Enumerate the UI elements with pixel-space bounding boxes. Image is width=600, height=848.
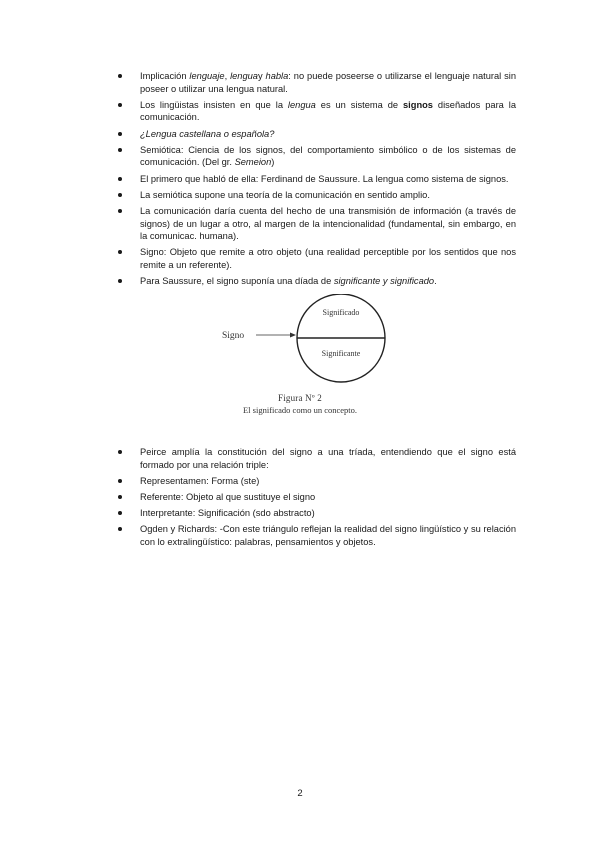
bullet-text: Para Saussure, el signo suponía una díada de (140, 276, 334, 287)
bullet-text: es un sistema de (315, 99, 404, 110)
figure-caption-title: Figura Nº 2 (278, 393, 322, 403)
bullet-text: Los lingüistas insisten en que la (140, 99, 288, 110)
bullet-text: lenguaje (189, 71, 225, 81)
bullet-icon (118, 209, 122, 213)
bullet-text: Ogden y Richards: -Con este triángulo reflejan la realidad del signo lingüístico y su relación con lo extralingüístico: palabras, pensamientos y objetos. (140, 524, 516, 547)
bullet-icon (118, 511, 122, 515)
bullet-icon (118, 250, 122, 254)
bullet-text: Peirce amplía la constitución del signo a una tríada, entendiendo que el signo está formado por una relación triple: (140, 447, 516, 470)
bullet-text: ) (271, 157, 275, 168)
bullet-item-signo (118, 246, 516, 271)
bullet-item-interpretante (118, 507, 516, 520)
bullet-icon (118, 148, 122, 152)
bullet-text: significante y significado (333, 276, 435, 287)
bullet-item-ogden (118, 523, 516, 548)
bullet-list-bottom (118, 446, 516, 552)
bullet-text: La semiótica supone una teoría de la comunicación en sentido amplio. (140, 189, 430, 200)
figure-caption-text: El significado como un concepto. (242, 405, 357, 415)
signo-label: Signo (222, 331, 245, 341)
bullet-text: . (434, 276, 437, 287)
bullet-text: Implicación (140, 71, 190, 81)
bullet-text: Semeion (234, 157, 272, 168)
bullet-item-implicacion (118, 70, 516, 95)
saussure-sign-diagram (220, 294, 390, 384)
bullet-icon (118, 132, 122, 136)
bullet-item-semiotica (118, 144, 516, 169)
bullet-item-peirce (118, 446, 516, 471)
significado-label: Significado (322, 308, 360, 317)
bullet-item-semiotica-supone (118, 189, 516, 202)
bullet-text: Semiótica: Ciencia de los signos, del comportamiento simbólico o de los sistemas de comunicación. (Del gr. (140, 144, 516, 168)
bullet-icon (118, 479, 122, 483)
bullet-text: Representamen: Forma (ste) (140, 475, 260, 486)
bullet-text: ¿Lengua castellana o española? (140, 128, 275, 139)
bullet-icon (118, 193, 122, 197)
bullet-text: La comunicación daría cuenta del hecho de una transmisión de información (a través de signos) de un lugar a otro, al margen de la intencionalidad (fundamental, sin embargo, en la comunicac. humana). (140, 205, 516, 242)
bullet-text: El primero que habló de ella: Ferdinand de Saussure. La lengua como sistema de signos. (140, 173, 509, 184)
bullet-text: , (224, 71, 231, 81)
bullet-item-referente (118, 491, 516, 504)
bullet-icon (118, 177, 122, 181)
bullet-text: signos (403, 99, 433, 110)
bullet-text: lengua (287, 99, 316, 110)
bullet-text: lengua (230, 71, 258, 81)
bullet-item-lengua-castellana (118, 128, 516, 141)
bullet-icon (118, 527, 122, 531)
significante-label: Significante (321, 349, 361, 358)
bullet-icon (118, 495, 122, 499)
bullet-item-comunicacion (118, 205, 516, 243)
bullet-text: diseñados para la comunicación. (140, 99, 516, 123)
bullet-text: habla (265, 71, 289, 81)
page-number: 2 (297, 788, 303, 799)
bullet-item-saussure (118, 275, 516, 288)
bullet-text: Referente: Objeto al que sustituye el signo (140, 491, 316, 502)
bullet-text: Signo: Objeto que remite a otro objeto (una realidad perceptible por los sentidos que nos remite a un referente). (140, 247, 516, 270)
bullet-item-primero (118, 173, 516, 186)
bullet-text: : no puede poseerse o utilizarse el lenguaje natural sin poseer o utilizar una lengua natural. (140, 71, 517, 94)
bullet-icon (118, 103, 122, 107)
bullet-item-linguistas (118, 99, 516, 124)
bullet-text: Interpretante: Significación (sdo abstracto) (140, 508, 315, 519)
signo-arrow-head (290, 333, 296, 338)
bullet-icon (118, 74, 122, 78)
bullet-text: y (257, 71, 266, 81)
bullet-list-top (118, 70, 516, 291)
bullet-icon (118, 279, 122, 283)
bullet-item-representamen (118, 475, 516, 488)
bullet-icon (118, 450, 122, 454)
